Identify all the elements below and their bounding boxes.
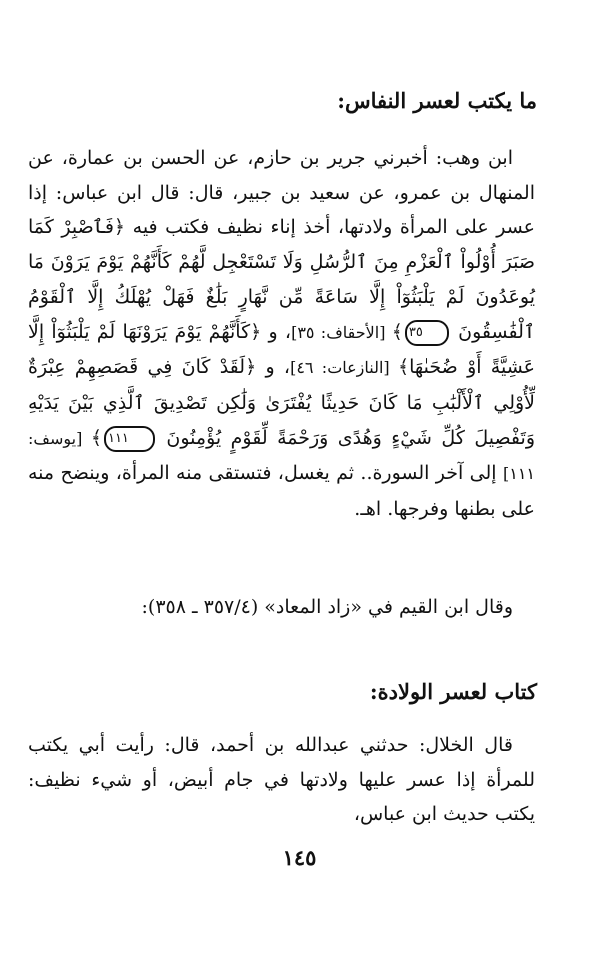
page-number: ١٤٥ <box>282 845 317 870</box>
conjunction-text: ، و <box>256 356 291 379</box>
quran-verse-naziat: ﴿كَأَنَّهُمْ يَوْمَ يَرَوْنَهَا لَمْ يَلْبَثُوٓاْ إِلَّا عَشِيَّةً أَوْ ضُحَىٰهَا﴾ <box>28 320 535 379</box>
verse-close-bracket: ﴾ <box>90 426 102 449</box>
ibn-qayyim-quote <box>28 590 535 624</box>
aya-number-badge: ٣٥ <box>405 320 449 346</box>
aya-number-badge: ١١١ <box>104 426 155 452</box>
quran-verse-ahqaf: ﴿فَٱصْبِرْ كَمَا صَبَرَ أُوْلُواْ ٱلْعَزْمِ مِنَ ٱلرُّسُلِ وَلَا تَسْتَعْجِل لَّهُمْ كَأَنَّهُمْ يَوْمَ يَرَوْنَ مَا يُوعَدُونَ لَمْ يَلْبَثُوٓاْ إِلَّا سَاعَةً مِّن نَّهَارٍ بَلَٰغٌ فَهَلْ يُهْلَكُ إِلَّا ٱلْقَوْمُ ٱلْفَٰسِقُونَ <box>28 216 535 343</box>
quran-verse-yusuf: ﴿لَقَدْ كَانَ فِي قَصَصِهِمْ عِبْرَةٌ لِّأُوْلِي ٱلْأَلْبَٰبِ مَا كَانَ حَدِيثًا يُفْتَرَىٰ وَلَٰكِن تَصْدِيقَ ٱلَّذِي بَيْنَ يَدَيْهِ وَتَفْصِيلَ كُلِّ شَيْءٍ وَهُدًى وَرَحْمَةً لِّقَوْمٍ يُؤْمِنُونَ <box>28 356 536 449</box>
verse-reference: [الأحقاف: ٣٥] <box>291 322 392 342</box>
section-body-nifas <box>28 141 535 527</box>
section-body-wiladah <box>28 728 535 832</box>
body-paragraph <box>28 141 535 527</box>
narration-text-end: إلى آخر السورة.. ثم يغسل، فتستقى منه المرأة، وينضح منه على بطنها وفرجها. اهـ. <box>28 462 535 521</box>
verse-close-bracket: ﴾ <box>391 320 403 343</box>
conjunction-text: ، و <box>261 320 292 343</box>
body-paragraph: قال الخلال: حدثني عبدالله بن أحمد، قال: رأيت أبي يكتب للمرأة إذا عسر عليها ولادتها في جام أبيض، أو شيء نظيف: يكتب حديث ابن عباس، <box>28 734 535 826</box>
section-heading-wiladah: كتاب لعسر الولادة: <box>369 679 537 704</box>
section-heading-nifas: ما يكتب لعسر النفاس: <box>337 88 537 113</box>
verse-reference: [النازعات: ٤٦] <box>290 358 398 378</box>
quote-text: وقال ابن القيم في «زاد المعاد» (٣٥٧/٤ ـ ٣٥٨): <box>141 596 513 618</box>
verse-reference: [يوسف: ١١١] <box>28 428 535 484</box>
narration-text: ابن وهب: أخبرني جرير بن حازم، عن الحسن بن عمارة، عن المنهال بن عمرو، عن سعيد بن جبير، قال: قال ابن عباس: إذا عسر على المرأة ولادتها، أخذ إناء نظيف فكتب فيه <box>28 147 536 239</box>
